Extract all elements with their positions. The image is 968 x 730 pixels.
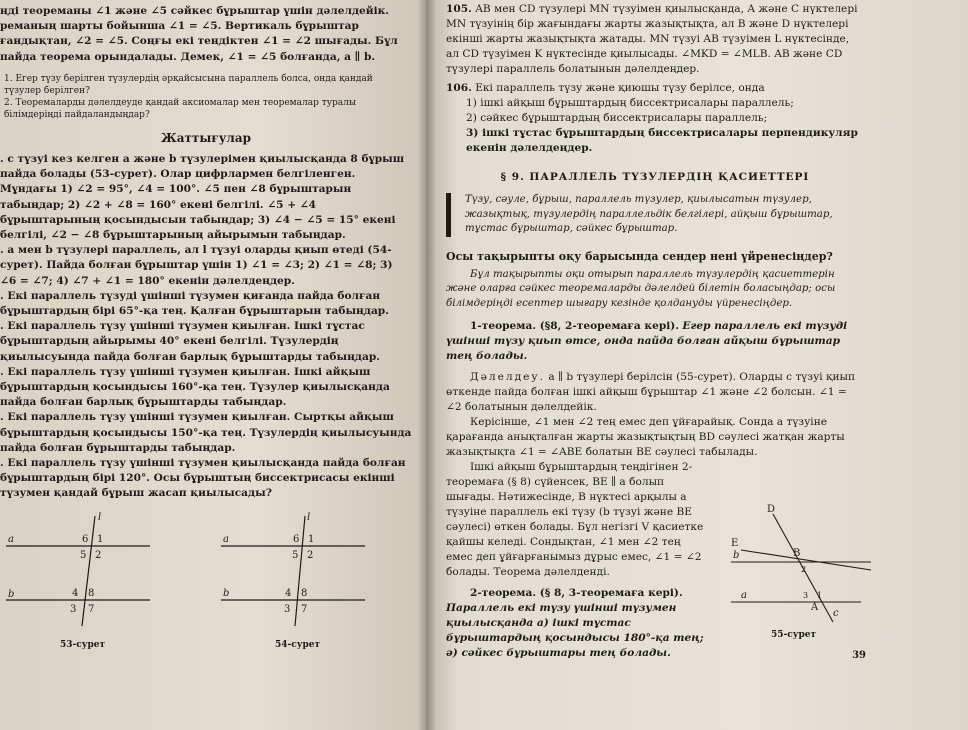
fig55-label-E: E [731, 538, 739, 549]
review-question: 1. Егер түзу берілген түзулердің әрқайсысына параллель болса, онда қандай түзулер берілген? [4, 73, 373, 96]
right-page [426, 0, 968, 730]
theorem-2-text: Параллель екі түзу үшінші түзумен қиылысқанда а) ішкі тұстас бұрыштардың қосындысы 180°-қа тең; ә) сәйкес бұрыштары тең болады. [446, 602, 704, 659]
fig53-num: 6 [82, 534, 89, 545]
learn-text: Бұл тақырыпты оқи отырып параллель түзулердің қасиеттерін және оларға сәйкес теоремаларды дәлелдей білетін боласыңдар; осы білімдеріңді есептер шығару кезінде қолдануды үйренесіңдер. [446, 268, 836, 309]
fig55-label-A: A [811, 602, 819, 613]
proof-paragraph-3: Ішкі айқыш бұрыштардың теңдігінен 2-теоремаға (§ 8) сүйенсек, BE ∥ a болып шығады. Нәтижесінде, B нүктесі арқылы a түзуіне параллель екі түзу (b түзуі және BE сәулесі) өткен болады. Бұл негізгі V қасиетке қайшы келеді. Сондықтан, ∠1 мен ∠2 тең емес деп ұйғарғанымыз дұрыс емес, ∠1 = ∠2 болады. Теорема дәлелденді. [446, 461, 704, 578]
exercise-105-text: AB мен CD түзулері MN түзуімен қиылысқанда, A және C нүктелері MN түзуінің бір жағындағы жарты жазықтықта, ал B және D нүктелері екінші жарты жазықтықта жатады. MN түзуі AB түзуімен L нүктесінде, ал CD түзуімен K нүктесінде қиылысады. ∠MKD = ∠MLB. AB және CD түзулері параллель болатынын дәлелдеңдер. [446, 3, 858, 75]
fig55-label-D: D [767, 504, 776, 515]
exercises-heading: Жаттығулар [160, 130, 252, 145]
key-terms: Түзу, сәуле, бұрыш, параллель түзулер, қиылысатын түзулер, жазықтық, түзулердің параллельдік белгілері, айқыш бұрыштар, тұстас бұрыштар, сәйкес бұрыштар. [446, 193, 864, 237]
review-question: 2. Теоремаларды дәлелдеуде қандай аксиомалар мен теоремалар туралы білімдеріңді пайдаландыңдар? [4, 97, 357, 120]
figure-53-caption: 53-сурет [60, 640, 106, 650]
fig54-num: 2 [307, 550, 314, 561]
book-gutter [418, 0, 436, 730]
fig54-num: 7 [301, 604, 308, 615]
fig53-num: 1 [97, 534, 104, 545]
theorem-2-label: 2-теорема. (§ 8, 3-теоремаға кері). [470, 587, 683, 599]
fig53-num: 5 [80, 550, 87, 561]
fig53-label-a: a [8, 534, 14, 545]
exercise-106-item: 1) ішкі айқыш бұрыштардың биссектрисалары параллель; [466, 97, 794, 109]
figure-53 [0, 508, 170, 628]
exercise-item: . Екі параллель түзуді үшінші түзумен қиғанда пайда болған бұрыштардың бірі 65°-қа тең. Қалған бұрыштарын табыңдар. [0, 289, 389, 318]
exercise-106-intro: Екі параллель түзу және қиюшы түзу берілсе, онда [475, 82, 765, 94]
exercise-item: . Екі параллель түзу үшінші түзумен қиылған. Сыртқы айқыш бұрыштардың қосындысы 150°-қа тең. Түзулердің қиылысуында пайда болған бұрыштарды табыңдар. [0, 411, 412, 454]
fig55-label-c: c [833, 608, 839, 619]
exercise-item: . c түзуі кез келген a және b түзулерімен қиылысқанда 8 бұрыш пайда болады (53-сурет). Олар цифрлармен белгіленген. Мұндағы 1) ∠2 = 95°, ∠4 = 100°. ∠5 пен ∠8 бұрыштарын табыңдар; 2) ∠2 + ∠8 = 160° екені белгілі. ∠5 + ∠4 бұрыштарының қосындысын табыңдар; 3) ∠4 − ∠5 = 15° екені белгілі, ∠2 − ∠8 бұрыштарының айырымын табыңдар. [0, 153, 405, 242]
section-heading: § 9. ПАРАЛЛЕЛЬ ТҮЗУЛЕРДІҢ ҚАСИЕТТЕРІ [500, 171, 810, 183]
fig54-num: 3 [284, 604, 291, 615]
fig54-num: 6 [293, 534, 300, 545]
exercise-item: . Екі параллель түзу үшінші түзумен қиылған. Ішкі айқыш бұрыштардың қосындысы 160°-қа тең. Түзулер қиылысқанда пайда болған барлық бұрыштарды табыңдар. [0, 365, 390, 409]
fig55-label-B: B [793, 548, 801, 559]
figure-55 [721, 498, 881, 628]
fig54-num: 4 [285, 588, 292, 599]
fig55-num: 2 [801, 565, 807, 574]
exercise-item: . a мен b түзулері параллель, ал l түзуі оларды қиып өтеді (54-сурет). Пайда болған бұрыштар үшін 1) ∠1 = ∠3; 2) ∠1 = ∠8; 3) ∠6 = ∠7; 4) ∠7 + ∠1 = 180° екенін дәлелдеңдер. [0, 244, 393, 287]
intro-line: реманың шарты бойынша ∠1 = ∠5. Вертикаль бұрыштар [0, 20, 359, 33]
figure-55-caption: 55-сурет [771, 630, 817, 640]
exercise-106-item: 3) ішкі тұстас бұрыштардың биссектрисалары перпендикуляр екенін дәлелдеңдер. [466, 127, 858, 154]
fig55-label-b: b [733, 550, 740, 561]
fig53-num: 3 [70, 604, 77, 615]
figure-54-caption: 54-сурет [275, 640, 321, 650]
left-text-column [0, 4, 412, 502]
fig55-num: 1 [817, 591, 823, 600]
page-number: 39 [852, 650, 866, 661]
fig54-num: 8 [301, 588, 308, 599]
fig53-num: 7 [88, 604, 95, 615]
exercise-106-number: 106. [446, 82, 472, 94]
exercise-item: . Екі параллель түзу үшінші түзумен қиылған. Ішкі тұстас бұрыштардың айырымы 40° екені белгілі. Түзулердің қиылысуында пайда болған барлық бұрыштарды табыңдар. [0, 320, 380, 363]
intro-line: ғандықтан, ∠2 = ∠5. Соңғы екі теңдіктен ∠1 = ∠2 шығады. Бұл [0, 35, 398, 48]
left-page [0, 0, 426, 730]
fig53-num: 4 [72, 588, 79, 599]
exercise-105-number: 105. [446, 3, 472, 15]
proof-paragraph-2: Керісінше, ∠1 мен ∠2 тең емес деп ұйғарайық. Сонда a түзуіне қарағанда анықталған жарты жазықтықтың BD сәулесі жатқан жарты жазықтықта ∠1 = ∠ABE болатын BE сәулесі табылады. [446, 416, 845, 458]
fig53-num: 2 [95, 550, 102, 561]
exercise-106-item: 2) сәйкес бұрыштардың биссектрисалары параллель; [466, 112, 768, 124]
theorem-1-text: Егер параллель екі түзуді үшінші түзу қиып өтсе, онда пайда болған айқыш бұрыштар тең болады. [446, 320, 848, 362]
fig53-label-b: b [8, 589, 15, 600]
fig54-label-a: a [223, 534, 229, 545]
fig54-num: 1 [308, 534, 315, 545]
fig53-num: 8 [88, 588, 95, 599]
fig54-num: 5 [292, 550, 299, 561]
fig55-num: 3 [803, 591, 809, 600]
intro-line: пайда теорема орындалады. Демек, ∠1 = ∠5 болғанда, a ∥ b. [0, 50, 376, 63]
proof-label: Дәлелдеу. [470, 371, 546, 383]
exercise-item: . Екі параллель түзу үшінші түзумен қиылысқанда пайда болған бұрыштардың бірі 120°. Осы бұрыштың биссектрисасы екінші түзумен қандай бұрыш жасап қиылысады? [0, 457, 406, 500]
fig54-label-l: l [307, 512, 311, 523]
intro-line: ңді теореманы ∠1 және ∠5 сәйкес бұрыштар үшін дәлелдейік. [0, 5, 389, 17]
fig54-label-b: b [223, 588, 230, 599]
figure-54 [215, 508, 385, 628]
theorem-1-label: 1-теорема. (§8, 2-теоремаға кері). [470, 320, 679, 332]
proof-paragraph-1: a ∥ b түзулері берілсін (55-сурет). Оларды c түзуі қиып өткенде пайда болған ішкі айқыш бұрыштар ∠1 және ∠2 болсын. ∠1 = ∠2 болатынын дәлелдейік. [446, 371, 856, 413]
fig53-label-l: l [98, 512, 102, 523]
fig55-label-a: a [741, 590, 747, 601]
learn-question: Осы тақырыпты оқу барысында сендер нені үйренесіңдер? [446, 249, 833, 263]
